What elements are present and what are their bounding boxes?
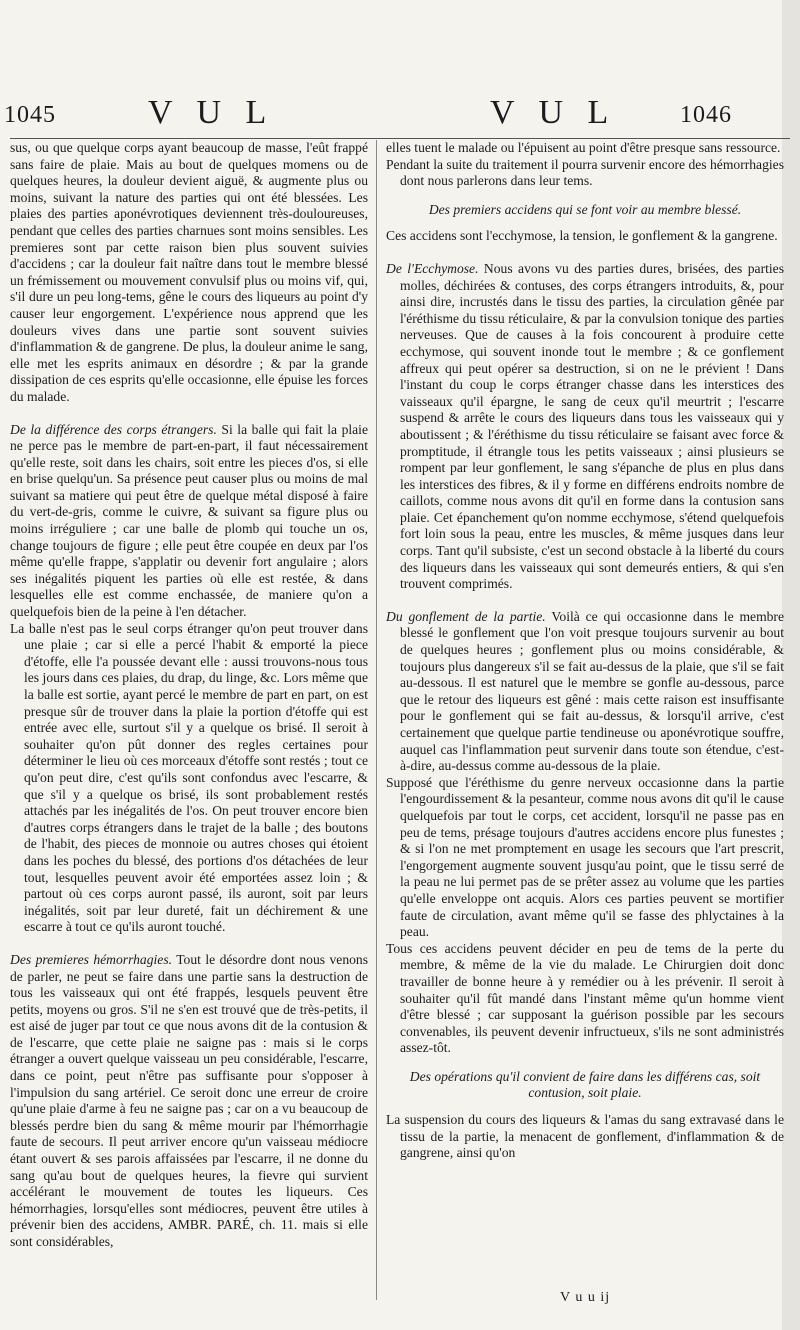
paragraph: La balle n'est pas le seul corps étranger qu'on peut trouver dans une plaie ; car si elle a percé l'habit & emporté la piece d'étoffe, elle l'a poussée devant elle : aussi trouvons-nous tous les jours dans ces plaies, du drap, du linge, &c. Lors même que la balle est sortie, ayant percé le membre de part en part, on est presque sûr de trouver dans la plaie la portion d'étoffe qui est entrée avec elle, surtout s'il y a quelque os brisé. Il seroit à souhaiter qu'on pût donner des regles certaines pour déterminer le lieu où ces morceaux d'étoffe sont restés ; tout ce qu'on peut dire, c'est qu'ils sont confondus avec l'escarre, & que s'il y a quelque os brisé, ils sont probablement restés attachés par les inégalités de l'os. On peut trouver encore bien d'autres corps étrangers dans le trajet de la balle ; des boutons de l'habit, des pieces de monnoie ou autres choses qui étoient dans les poches du blessé, des portions d'os détachées de leur tout, lesquelles peuvent avoir été emportées assez loin ; & partout où ces corps auront passé, ils auront, soit par leurs inégalités, soit par leur dureté, fait un déchirement & une escarre à tout ce qu'ils auront touché. xyxy=(10,620,368,935)
paragraph: Supposé que l'éréthisme du genre nerveux occasionne dans la partie l'engourdissement & la pesanteur, comme nous avons dit qu'il le cause quelquefois par tout le corps, cet accident, lorsqu'il ne passe pas en peu de tems, présage toujours d'autres accidens encore plus funestes ; & si l'on ne met promptement en usage les secours que l'art prescrit, l'engorgement augmente souvent jusqu'au point, que le tissu serré de la peau ne lui permet pas de se prêter assez au volume que les parties qu'elle enveloppe ont acquis. Alors ces parties peuvent se mortifier faute de circulation, avant même qu'il se fasse des phlyctaines à la peau. xyxy=(386,774,784,940)
paragraph-text: Tout le désordre dont nous venons de parler, ne peut se faire dans une partie sans la destruction de tous les vaisseaux qui ont été frappés, lesquels peuvent être petits, moyens ou gros. S'il ne s'en est trouvé que de très-petits, il est aisé de juger par tout ce que nous avons dit de la contusion & de l'escarre, que cette plaie ne saigne pas : mais si le corps étranger a ouvert quelque vaisseau un peu considérable, l'escarre, dans ce point, peut n'être pas suffisante pour s'opposer à l'impulsion du sang artériel. Ce seroit donc une erreur de croire qu'une plaie d'arme à feu ne saigne pas ; car on a vu beaucoup de blessés perdre bien du sang & même mourir par l'hémorrhagie faute de secours. Il peut arriver encore qu'un vaisseau médiocre étant ouvert & ses parois affaissées par l'escarre, il ne donne du sang qu'au bout de quelques heures, la fievre qui survient accélérant le mouvement de toutes les liqueurs. Ces hémorrhagies, lorsqu'elles sont médiocres, peuvent être utiles à prévenir bien des accidens, AMBR. PARÉ, ch. 11. mais si elle sont considérables, xyxy=(10,951,368,1249)
left-column xyxy=(10,140,368,1251)
paragraph: Tous ces accidens peuvent décider en peu de tems de la perte du membre, & même de la vie du malade. Le Chirurgien doit donc travailler de bonne heure à y remédier ou à les prévenir. Il seroit à souhaiter qu'il fût mandé dans l'instant même qu'un homme vient d'être blessé ; car supposant la guérison possible par les secours convenables, ils peuvent devenir infructueux, s'ils ne sont administrés assez-tôt. xyxy=(386,940,784,1056)
paragraph xyxy=(386,609,784,775)
page-edge xyxy=(782,0,800,1330)
paragraph-text: Voilà ce qui occasionne dans le membre blessé le gonflement que l'on voit presque toujours survenir au bout de quelques heures ; gonflement plus ou moins considérable, & toujours plus dangereux s'il se fait au-dessus de la plaie, que s'il se fait au-dessous. Il est naturel que le membre se gonfle au-dessous, parce que le retour des liqueurs est gêné : mais cette raison est insuffisante pour le gonflement qui se fait au-dessus, & lorsqu'il arrive, c'est certainement que quelque partie tendineuse ou aponévrotique souffre, auquel cas l'inflammation peut survenir dans toute son étendue, c'est-à-dire, au-dessus comme au-dessous de la plaie. xyxy=(400,608,784,774)
paragraph xyxy=(10,422,368,621)
paragraph xyxy=(386,261,784,593)
paragraph xyxy=(10,952,368,1251)
signature-mark: V u u ij xyxy=(560,1290,611,1305)
section-heading: Du gonflement de la partie. xyxy=(386,608,546,624)
paragraph: Pendant la suite du traitement il pourra survenir encore des hémorrhagies dont nous parlerons dans leur tems. xyxy=(386,156,784,189)
paragraph-text: Nous avons vu des parties dures, brisées, des parties molles, déchirées & contuses, des corps étrangers introduits, &, pour ainsi dire, incrustés dans le tissu des parties, la circulation gênée par l'éréthisme du tissu réticulaire, & par la convulsion tonique des parties nerveuses. Que de causes à la fois concourent à produire cette ecchymose, qui souvent inonde tout le membre ; & ce gonflement affreux qui peut opérer sa destruction, si on ne le prévient ! Dans l'instant du coup le corps étranger chasse dans les interstices des vaisseaux qu'il épargne, le sang de ceux qu'il meurtrit ; l'escarre suspend & arrête le cours des liqueurs dans tous les vaisseaux qui y aboutissent ; & l'éréthisme du tissu réticulaire se faisant avec force & promptitude, il étrangle tous les petits vaisseaux ; ainsi plusieurs se rompent par leur gonflement, le sang s'épanche de plus en plus dans les interstices des fibres, & il y forme en différens endroits nombre de caillots, comme nous avons dit qu'il en forme dans la contusion sans plaie. Cet épanchement qu'on nomme ecchymose, s'étend quelquefois fort loin sous la peau, entre les muscles, & même jusques dans leur corps. Tant qu'il subsiste, c'est un second obstacle à la liberté du cours des liqueurs dans les vaisseaux qui sont demeurés entiers, & qui s'en trouvent comprimés. xyxy=(400,260,784,592)
paragraph: sus, ou que quelque corps ayant beaucoup de masse, l'eût frappé sans faire de plaie. Mais au bout de quelques momens ou de quelques heures, la douleur devient aiguë, & augmente plus ou moins, suivant la nature des parties qui ont été blessées. Les plaies des parties aponévrotiques deviennent très-douloureuses, pendant que celles des parties charnues sont moins sensibles. Les premieres sont par cette raison bien plus souvent suivies d'accidens ; car la douleur fait naître dans tout le membre blessé un frémissement ou mouvement convulsif plus ou moins vif, qui, s'il dure un peu long-tems, gêne le cours des liqueurs au point d'y causer leur engorgement. L'expérience nous apprend que les douleurs vives dans une partie sont souvent suivies d'inflammation & de gangrene. De plus, la douleur anime le sang, elle met les esprits animaux en désordre ; & par la grande dissipation de ces esprits qu'elle occasionne, elle épuise les forces du malade. xyxy=(10,140,368,404)
section-heading: Des opérations qu'il convient de faire dans les différens cas, soit contusion, soit plaie. xyxy=(409,1068,761,1101)
column-divider xyxy=(376,140,377,1300)
paragraph: elles tuent le malade ou l'épuisent au point d'être presque sans ressource. xyxy=(386,140,781,155)
page-number-left: 1045 xyxy=(4,102,56,128)
section-heading: Des premieres hémorrhagies. xyxy=(10,951,173,967)
paragraph-text: Si la balle qui fait la plaie ne perce pas le membre de part-en-part, il faut nécessairement qu'elle reste, soit dans les chairs, soit entre les pieces d'os, si elle en brise quelqu'un. Sa présence peut causer plus ou moins de mal suivant sa matiere qui peut être de quelque métal disposé à faire du vert-de-gris, comme le cuivre, & suivant sa figure plus ou moins irréguliere ; car une balle de plomb qui touche un os, change toujours de figure ; elle peut être coupée en deux par l'os même qu'elle frappe, s'applatir ou devenir fort angulaire ; alors ses inégalités piquent les parties où elle est restée, & dans lesquelles elle est comme enchassée, de maniere qu'on a quelquefois bien de la peine à l'en détacher. xyxy=(10,421,368,620)
section-heading: Des premiers accidens qui se font voir au membre blessé. xyxy=(428,201,742,217)
running-head-right: V U L xyxy=(490,94,617,131)
running-head-left: V U L xyxy=(148,94,275,131)
section-heading: De la différence des corps étrangers. xyxy=(10,421,217,437)
paragraph: Ces accidens sont l'ecchymose, la tension, le gonflement & la gangrene. xyxy=(386,228,778,244)
header-rule xyxy=(10,138,790,139)
right-column xyxy=(386,140,784,1162)
paragraph: La suspension du cours des liqueurs & l'amas du sang extravasé dans le tissu de la partie, la menacent de gonflement, d'inflammation & de gangrene, ainsi qu'on xyxy=(386,1112,784,1161)
page-number-right: 1046 xyxy=(680,102,732,128)
running-header xyxy=(0,96,800,136)
section-heading: De l'Ecchymose. xyxy=(386,260,479,276)
